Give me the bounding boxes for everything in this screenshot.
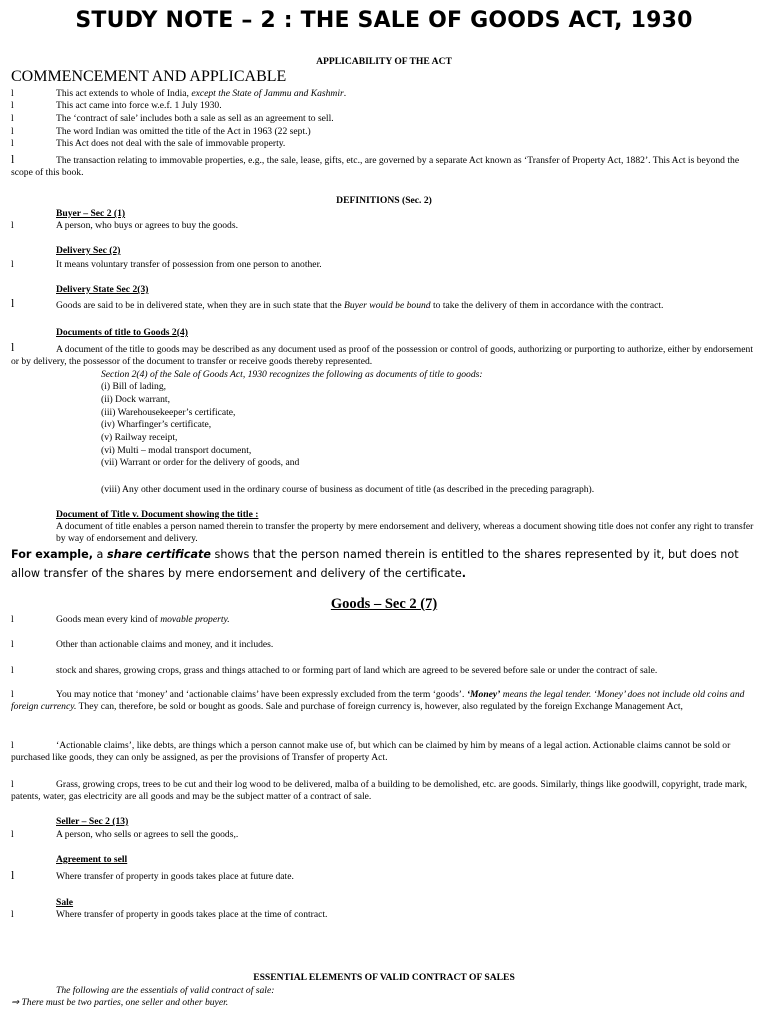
documents-list-item: (iv) Wharfinger’s certificate,: [101, 419, 212, 430]
delivery-state-text: Goods are said to be in delivered state, when they are in such state that the Buyer would be bound to take the delivery of them in accordance with the contract.: [56, 300, 664, 311]
sale-text: Where transfer of property in goods takes place at the time of contract.: [56, 909, 328, 920]
seller-title: Seller – Sec 2 (13): [56, 816, 129, 827]
applicability-item-2: This act came into force w.e.f. 1 July 1930.: [56, 100, 222, 111]
bullet-marker: l: [11, 779, 14, 790]
documents-list-item-last: (viii) Any other document used in the ordinary course of business as document of title (as described in the preceding paragraph).: [101, 484, 595, 495]
goods-item-4: You may notice that ‘money’ and ‘actionable claims’ have been expressly excluded from the term ‘goods’. ‘Money’ means the legal tender. ‘Money’ does not include old coins and foreign currency. They can, therefore, be sold or bought as goods. Sale and purchase of foreign currency is, however, also regulated by the foreign Exchange Management Act,: [11, 689, 745, 712]
bullet-marker: l: [11, 138, 14, 149]
doc-v-text: A document of title enables a person named therein to transfer the property by mere endorsement and delivery, whereas a document showing title does not confer any right to transfer by way of endorsement and delivery.: [56, 521, 754, 544]
bullet-marker: l: [11, 665, 14, 676]
agreement-title: Agreement to sell: [56, 854, 128, 865]
documents-intro: Section 2(4) of the Sale of Goods Act, 1930 recognizes the following as documents of title to goods:: [101, 369, 483, 380]
bullet-marker: l: [11, 639, 14, 650]
applicability-item-5: This Act does not deal with the sale of immovable property.: [56, 138, 286, 149]
doc-v-title: Document of Title v. Document showing the title :: [56, 509, 259, 520]
definitions-heading: DEFINITIONS (Sec. 2): [336, 195, 432, 206]
bullet-marker: l: [11, 740, 14, 751]
seller-text: A person, who sells or agrees to sell the goods,.: [56, 829, 239, 840]
buyer-text: A person, who buys or agrees to buy the goods.: [56, 220, 238, 231]
bullet-marker: l: [11, 100, 14, 111]
buyer-title: Buyer – Sec 2 (1): [56, 208, 126, 219]
bullet-marker: l: [11, 340, 15, 354]
documents-list-item: (ii) Dock warrant,: [101, 394, 170, 405]
delivery-text: It means voluntary transfer of possession from one person to another.: [56, 259, 322, 270]
delivery-state-title: Delivery State Sec 2(3): [56, 284, 149, 295]
applicability-item-6: The transaction relating to immovable properties, e.g., the sale, lease, gifts, etc., are governed by a separate Act known as ‘Transfer of Property Act, 1882’. This Act is beyond the scope of this book.: [11, 155, 740, 178]
bullet-marker: l: [11, 829, 14, 840]
bullet-marker: l: [11, 113, 14, 124]
delivery-title: Delivery Sec (2): [56, 245, 121, 256]
goods-heading: Goods – Sec 2 (7): [330, 596, 438, 612]
bullet-marker: l: [11, 88, 14, 99]
goods-item-6: Grass, growing crops, trees to be cut and their log wood to be delivered, malba of a building to be demolished, etc. are goods. Similarly, things like goodwill, copyright, trade mark, patents, water, gas electricity are all goods and may be the subject matter of a contract of sale.: [11, 779, 748, 802]
goods-item-3: stock and shares, growing crops, grass and things attached to or forming part of land which are agreed to be severed before sale or under the contract of sale.: [56, 665, 658, 676]
example-paragraph: For example, a share certificate shows that the person named therein is entitled to the shares represented by it, but does not allow transfer of the shares by mere endorsement and delivery of the certificate.: [11, 548, 739, 580]
documents-list-item: (v) Railway receipt,: [101, 432, 178, 443]
commencement-subheading: COMMENCEMENT AND APPLICABLE: [11, 68, 287, 85]
bullet-marker: l: [11, 220, 14, 231]
documents-list-item: (i) Bill of lading,: [101, 381, 167, 392]
essentials-item-1: ⇒ There must be two parties, one seller and other buyer.: [11, 997, 229, 1008]
goods-item-1: Goods mean every kind of movable property.: [56, 614, 230, 625]
goods-item-5: ‘Actionable claims’, like debts, are things which a person cannot make use of, but which can be claimed by him by means of a legal action. Actionable claims cannot be sold or purchased like goods, they can only be assigned, as per the provisions of Transfer of property Act.: [11, 740, 731, 763]
bullet-marker: l: [11, 868, 15, 882]
documents-title: Documents of title to Goods 2(4): [56, 327, 188, 338]
bullet-marker: l: [11, 296, 15, 310]
essentials-intro: The following are the essentials of valid contract of sale:: [56, 985, 275, 996]
arrow-icon: ⇒: [11, 997, 20, 1008]
bullet-marker: l: [11, 614, 14, 625]
applicability-item-1: This act extends to whole of India, except the State of Jammu and Kashmir.: [56, 88, 347, 99]
goods-item-2: Other than actionable claims and money, and it includes.: [56, 639, 274, 650]
sale-title: Sale: [56, 897, 74, 908]
documents-list-item: (iii) Warehousekeeper’s certificate,: [101, 407, 236, 418]
documents-list-item: (vii) Warrant or order for the delivery of goods, and: [101, 457, 300, 468]
essentials-heading: ESSENTIAL ELEMENTS OF VALID CONTRACT OF SALES: [253, 972, 515, 983]
documents-text: A document of the title to goods may be described as any document used as proof of the possession or control of goods, authorizing or purporting to authorize, either by endorsement or by delivery, the possessor of the document to transfer or receive goods thereby represented.: [11, 344, 753, 367]
agreement-text: Where transfer of property in goods takes place at future date.: [56, 871, 294, 882]
bullet-marker: l: [11, 259, 14, 270]
applicability-heading: APPLICABILITY OF THE ACT: [316, 56, 452, 67]
bullet-marker: l: [11, 689, 14, 700]
documents-list-item: (vi) Multi – modal transport document,: [101, 445, 252, 456]
page-title: STUDY NOTE – 2 : THE SALE OF GOODS ACT, 1930: [75, 8, 693, 33]
applicability-item-4: The word Indian was omitted the title of the Act in 1963 (22 sept.): [56, 126, 311, 137]
bullet-marker: l: [11, 152, 15, 166]
bullet-marker: l: [11, 909, 14, 920]
bullet-marker: l: [11, 126, 14, 137]
applicability-item-3: The ‘contract of sale’ includes both a sale as sell as an agreement to sell.: [56, 113, 334, 124]
